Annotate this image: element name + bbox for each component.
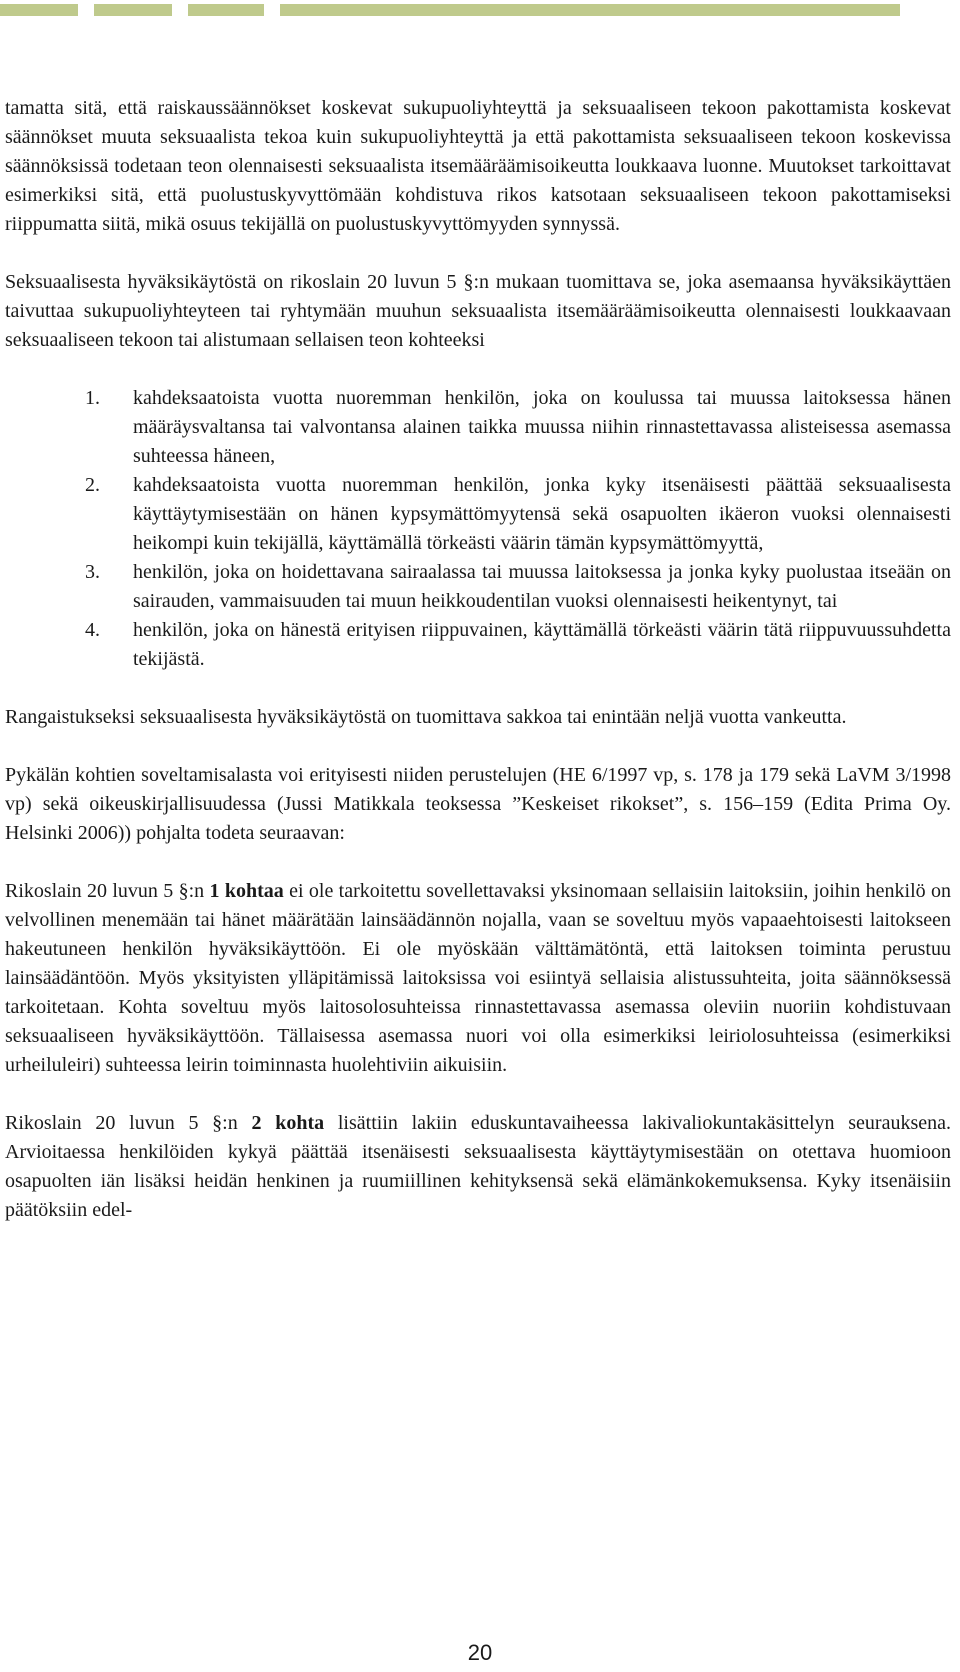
paragraph-definition: Seksuaalisesta hyväksikäytöstä on rikoslain 20 luvun 5 §:n mukaan tuomittava se, joka asemaansa hyväksikäyttäen taivuttaa sukupuoliyhteyteen tai ryhtymään muuhun seksuaalista itsemääräämisoikeutta olennaisesti loukkaavaan seksuaaliseen tekoon tai alistumaan sellaisen teon kohteeksi [5, 271, 951, 351]
list-item-text: henkilön, joka on hoidettavana sairaalassa tai muussa laitoksessa ja jonka kyky puolustaa itseään on sairauden, vammaisuuden tai muun heikkoudentilan vuoksi olennaisesti heikentynyt, tai [133, 561, 951, 612]
paragraph-point-2 [5, 1109, 951, 1225]
paragraph-text: Rikoslain 20 luvun 5 §:n [5, 1112, 252, 1134]
list-item-number: 2. [85, 474, 100, 496]
paragraph-point-1 [5, 877, 951, 1080]
paragraph-intro: tamatta sitä, että raiskaussäännökset koskevat sukupuoliyhteyttä ja seksuaaliseen tekoon pakottamista koskevat säännökset muuta seksuaalista tekoa kuin sukupuoliyhteyttä ja että pakottamista seksuaaliseen tekoon koskevissa säännöksissä todetaan teon olennaisesti seksuaalista itsemääräämisoikeutta loukkaava luonne. Muutokset tarkoittavat esimerkiksi sitä, että puolustuskyvyttömään kohdistuva rikos katsotaan seksuaaliseen tekoon pakottamiseksi riippumatta siitä, mikä osuus tekijällä on puolustuskyvyttömyyden synnyssä. [5, 97, 951, 235]
list-item [5, 616, 951, 674]
list-item-text: kahdeksaatoista vuotta nuoremman henkilön, jonka kyky itsenäisesti päättää seksuaalisesta käyttäytymisestään on hänen kypsymättömyytensä sekä osapuolten ikäeron vuoksi olennaisesti heikompi kuin tekijällä, käyttämällä törkeästi väärin tämän kypsymättömyyttä, [133, 474, 951, 554]
list-item [5, 558, 951, 616]
page-number: 20 [467, 1640, 493, 1665]
emphasis-point-2: 2 kohta [251, 1112, 325, 1134]
list-item-number: 3. [85, 561, 100, 583]
list-item-text: henkilön, joka on hänestä erityisen riippuvainen, käyttämällä törkeästi väärin tätä riippuvuussuhdetta tekijästä. [133, 619, 951, 670]
header-bar-segment [0, 4, 78, 16]
list-item [5, 384, 951, 471]
list-item-text: kahdeksaatoista vuotta nuoremman henkilön, joka on koulussa tai muussa laitoksessa hänen määräysvaltansa tai valvontansa alainen taikka muussa niihin rinnastettavassa alisteisessa asemassa suhteessa häneen, [133, 387, 951, 467]
list-item-number: 1. [85, 387, 100, 409]
header-bar-segment [188, 4, 264, 16]
paragraph-text: Rikoslain 20 luvun 5 §:n [5, 880, 210, 902]
emphasis-point-1: 1 kohtaa [209, 880, 284, 902]
offense-list [5, 384, 951, 674]
paragraph-scope: Pykälän kohtien soveltamisalasta voi erityisesti niiden perustelujen (HE 6/1997 vp, s. 178 ja 179 sekä LaVM 3/1998 vp) sekä oikeuskirjallisuudessa (Jussi Matikkala teoksessa ”Keskeiset rikokset”, s. 156–159 (Edita Prima Oy. Helsinki 2006)) pohjalta todeta seuraavan: [5, 764, 951, 844]
header-decoration-bar [0, 0, 960, 20]
paragraph-penalty: Rangaistukseksi seksuaalisesta hyväksikäytöstä on tuomittava sakkoa tai enintään neljä vuotta vankeutta. [5, 706, 847, 728]
list-item [5, 471, 951, 558]
document-body [5, 94, 951, 1254]
paragraph-text: lisättiin lakiin eduskuntavaiheessa lakivaliokuntakäsittelyn seurauksena. Arvioitaessa henkilöiden kykyä päättää itsenäisesti seksuaalisesta käyttäytymisestään on otettava huomioon osapuolten iän lisäksi heidän henkinen ja ruumiillinen kehityksensä sekä elämänkokemuksensa. Kyky itsenäisiin päätöksiin edel- [5, 1112, 952, 1221]
paragraph-text: ei ole tarkoitettu sovellettavaksi yksinomaan sellaisiin laitoksiin, joihin henkilö on velvollinen menemään tai hänet määrätään lainsäädännön nojalla, vaan se soveltuu myös vapaaehtoisesti laitokseen hakeutuneen henkilön hyväksikäyttöön. Ei ole myöskään välttämätöntä, että laitoksen toiminta perustuu lainsäädäntöön. Myös yksityisten ylläpitämissä laitoksissa voi esiintyä sellaisia alistussuhteita, joita säännöksessä tarkoitetaan. Kohta soveltuu myös laitosolosuhteissa rinnastettavassa asemassa oleviin nuoriin kohdistuvaan seksuaaliseen hyväksikäyttöön. Tällaisessa asemassa nuori voi olla esimerkiksi leiriolosuhteissa (esimerkiksi urheiluleiri) suhteessa leirin toiminnasta huolehtiviin aikuisiin. [5, 880, 952, 1076]
list-item-number: 4. [85, 619, 100, 641]
header-bar-segment [94, 4, 172, 16]
header-bar-segment [280, 4, 900, 16]
